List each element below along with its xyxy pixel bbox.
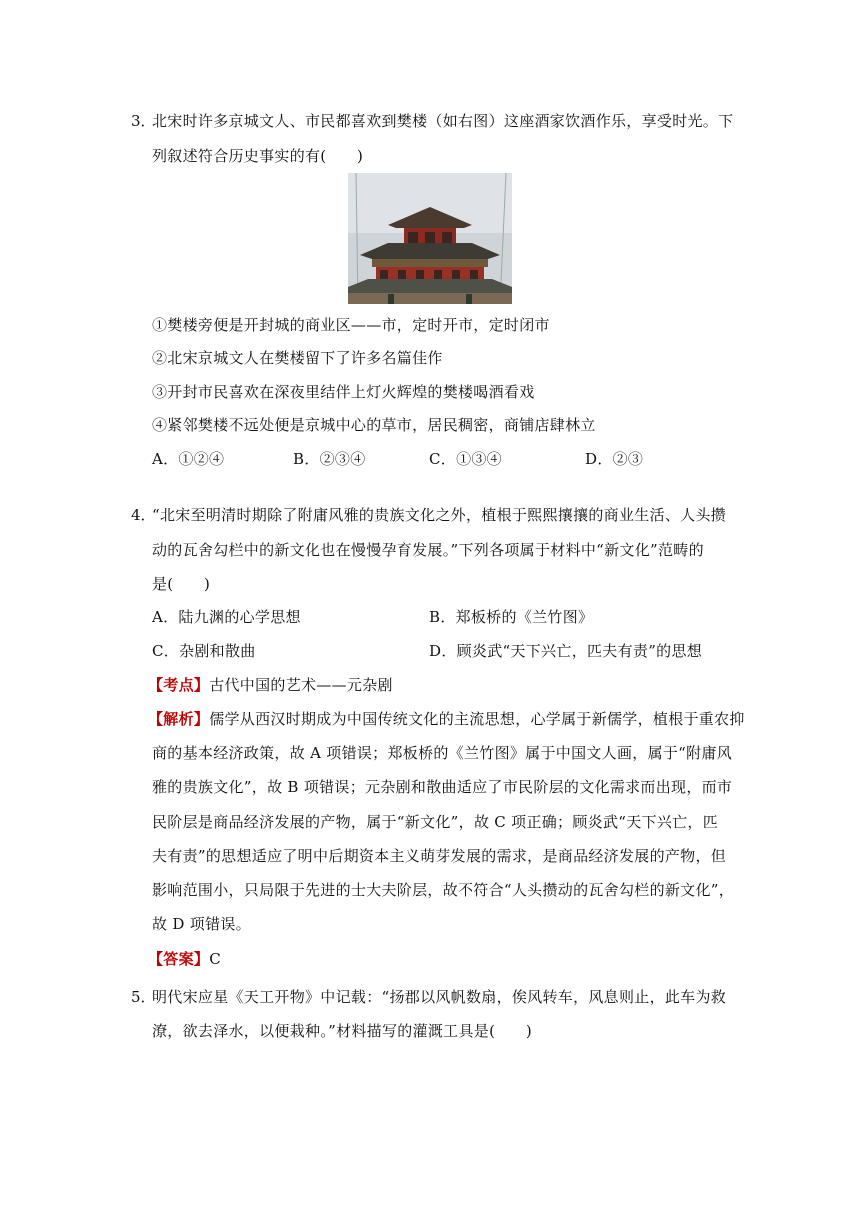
- q4-number: 4．: [131, 506, 156, 524]
- q3-option-d: D．②③: [585, 450, 644, 468]
- answer-label: 【答案】: [148, 950, 210, 968]
- q3-statement-2: ②北宋京城文人在樊楼留下了许多名篇佳作: [152, 349, 443, 367]
- q4-answer: [148, 949, 221, 969]
- q4-jiexi-line6: 影响范围小，只局限于先进的士大夫阶层，故不符合“人头攒动的瓦舍勾栏的新文化”，: [152, 881, 735, 899]
- kaodian-text: 古代中国的艺术——元杂剧: [209, 676, 393, 694]
- q4-jiexi-line3: 雅的贵族文化”，故 B 项错误；元杂剧和散曲适应了市民阶层的文化需求而出现，而市: [152, 778, 733, 796]
- q4-option-c: C．杂剧和散曲: [152, 642, 256, 660]
- q4-jiexi-line1: [148, 709, 745, 729]
- q3-option-b: B．②③④: [293, 450, 366, 468]
- q5-stem-line2: 潦，欲去泽水，以便栽种。”材料描写的灌溉工具是( ): [152, 1022, 532, 1040]
- q4-option-d: D．顾炎武“天下兴亡，匹夫有责”的思想: [429, 642, 703, 660]
- jiexi-label: 【解析】: [148, 710, 210, 728]
- q4-jiexi-line4: 民阶层是商品经济发展的产物，属于“新文化”，故 C 项正确；顾炎武“天下兴亡，匹: [152, 813, 719, 831]
- q3-statement-3: ③开封市民喜欢在深夜里结伴上灯火辉煌的樊楼喝酒看戏: [152, 383, 535, 401]
- q4-option-b: B．郑板桥的《兰竹图》: [429, 608, 594, 626]
- q4-stem-line2: 动的瓦舍勾栏中的新文化也在慢慢孕育发展。”下列各项属于材料中“新文化”范畴的: [152, 541, 704, 559]
- q3-option-c: C．①③④: [429, 450, 502, 468]
- q4-stem-line3: 是( ): [152, 575, 211, 593]
- q3-statement-4: ④紧邻樊楼不远处便是京城中心的草市，居民稠密，商铺店肆林立: [152, 416, 596, 434]
- q4-option-a: A．陆九渊的心学思想: [152, 608, 301, 626]
- jiexi-text-1: 儒学从西汉时期成为中国传统文化的主流思想，心学属于新儒学，植根于重农抑: [209, 710, 745, 728]
- q3-number: 3．: [131, 112, 156, 130]
- fanlou-building-image: [348, 173, 512, 304]
- q4-jiexi-line7: 故 D 项错误。: [152, 915, 251, 933]
- q3-stem-line1: 北宋时许多京城文人、市民都喜欢到樊楼（如右图）这座酒家饮酒作乐，享受时光。下: [152, 112, 734, 130]
- q3-stem-line2: 列叙述符合历史事实的有( ): [152, 147, 364, 165]
- fanlou-photo: [348, 173, 512, 304]
- q5-stem-line1: 明代宋应星《天工开物》中记载：“扬郡以风帆数扇，俟风转车，风息则止，此车为救: [152, 988, 727, 1006]
- q3-option-a: A．①②④: [152, 450, 225, 468]
- q3-statement-1: ①樊楼旁便是开封城的商业区——市，定时开市，定时闭市: [152, 316, 550, 334]
- q4-kaodian: [148, 675, 393, 695]
- answer-text: C: [209, 950, 221, 968]
- q4-jiexi-line2: 商的基本经济政策，故 A 项错误；郑板桥的《兰竹图》属于中国文人画，属于“附庸风: [152, 744, 733, 762]
- q4-jiexi-line5: 夫有责”的思想适应了明中后期资本主义萌芽发展的需求，是商品经济发展的产物，但: [152, 847, 727, 865]
- kaodian-label: 【考点】: [148, 676, 210, 694]
- q4-stem-line1: “北宋至明清时期除了附庸风雅的贵族文化之外，植根于熙熙攘攘的商业生活、人头攒: [152, 506, 727, 524]
- q5-number: 5．: [131, 988, 156, 1006]
